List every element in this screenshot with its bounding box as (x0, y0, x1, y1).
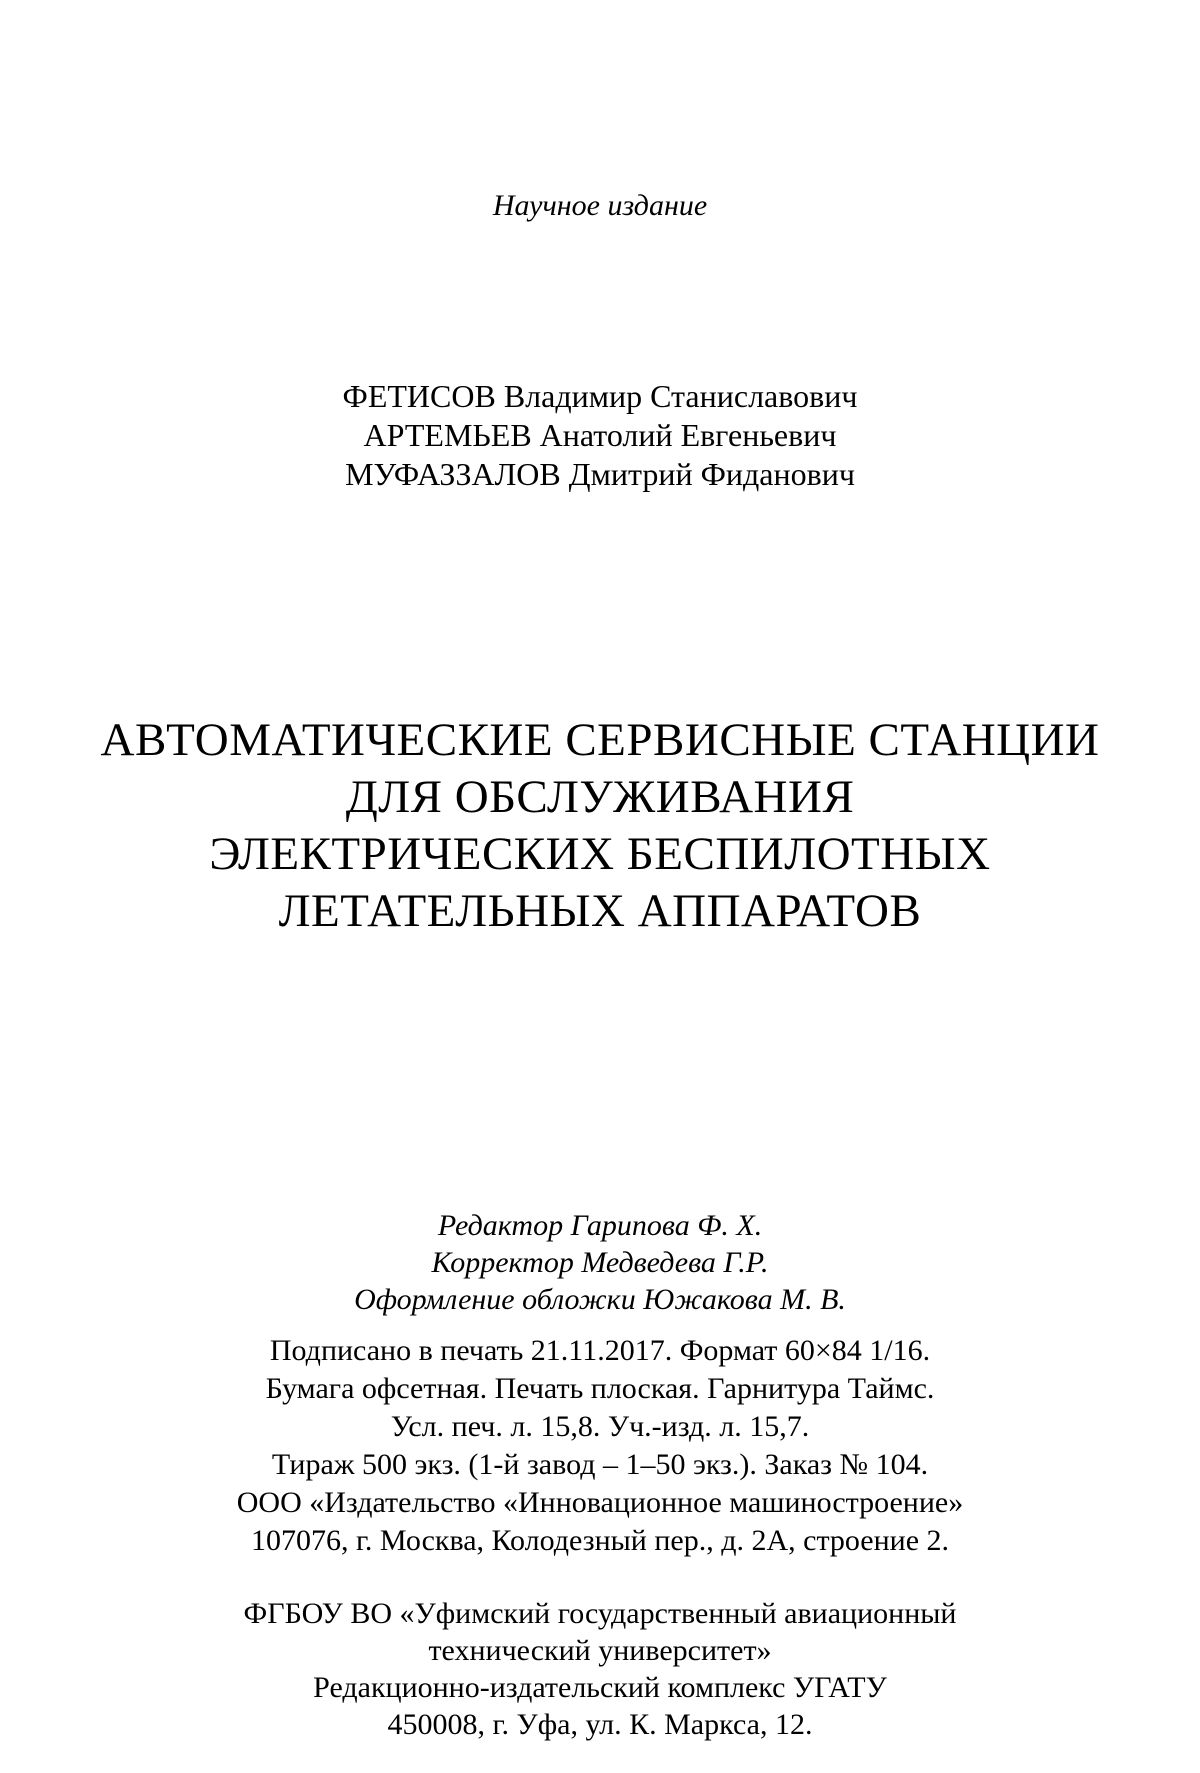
authors-list (0, 377, 1200, 494)
imprint-details (0, 1332, 1200, 1560)
editor-credit: Редактор Гарипова Ф. Х. (437, 1209, 763, 1242)
title-line: ЛЕТАТЕЛЬНЫХ АППАРАТОВ (278, 885, 922, 937)
author-name: МУФАЗЗАЛОВ Дмитрий Фиданович (345, 456, 855, 492)
genre-label: Научное издание (492, 189, 708, 222)
printing-house (0, 1595, 1200, 1743)
title-line: АВТОМАТИЧЕСКИЕ СЕРВИСНЫЕ СТАНЦИИ (100, 714, 1100, 766)
print-date-format: Подписано в печать 21.11.2017. Формат 60×84 1/16. (269, 1334, 931, 1367)
sheet-counts: Усл. печ. л. 15,8. Уч.-изд. л. 15,7. (390, 1410, 810, 1443)
author-name: АРТЕМЬЕВ Анатолий Евгеньевич (363, 417, 837, 453)
book-title (0, 712, 1200, 940)
publisher-name: ООО «Издательство «Инновационное машиностроение» (236, 1486, 964, 1519)
printing-complex-address: 450008, г. Уфа, ул. К. Маркса, 12. (387, 1708, 813, 1741)
publisher-address: 107076, г. Москва, Колодезный пер., д. 2А, строение 2. (250, 1524, 950, 1557)
title-line: ЭЛЕКТРИЧЕСКИХ БЕСПИЛОТНЫХ (209, 828, 991, 880)
publication-type (0, 188, 1200, 224)
print-run-order: Тираж 500 экз. (1-й завод – 1–50 экз.). Заказ № 104. (271, 1448, 929, 1481)
proofreader-credit: Корректор Медведева Г.Р. (431, 1246, 769, 1279)
author-name: ФЕТИСОВ Владимир Станиславович (342, 378, 858, 414)
editorial-staff (0, 1207, 1200, 1318)
cover-design-credit: Оформление обложки Южакова М. В. (354, 1283, 846, 1316)
printing-complex-name: Редакционно-издательский комплекс УГАТУ (313, 1671, 887, 1704)
paper-print-font: Бумага офсетная. Печать плоская. Гарнитура Таймс. (265, 1372, 935, 1405)
university-name-line: технический университет» (428, 1634, 772, 1667)
title-line: ДЛЯ ОБСЛУЖИВАНИЯ (345, 771, 855, 823)
university-name-line: ФГБОУ ВО «Уфимский государственный авиационный (243, 1597, 957, 1630)
